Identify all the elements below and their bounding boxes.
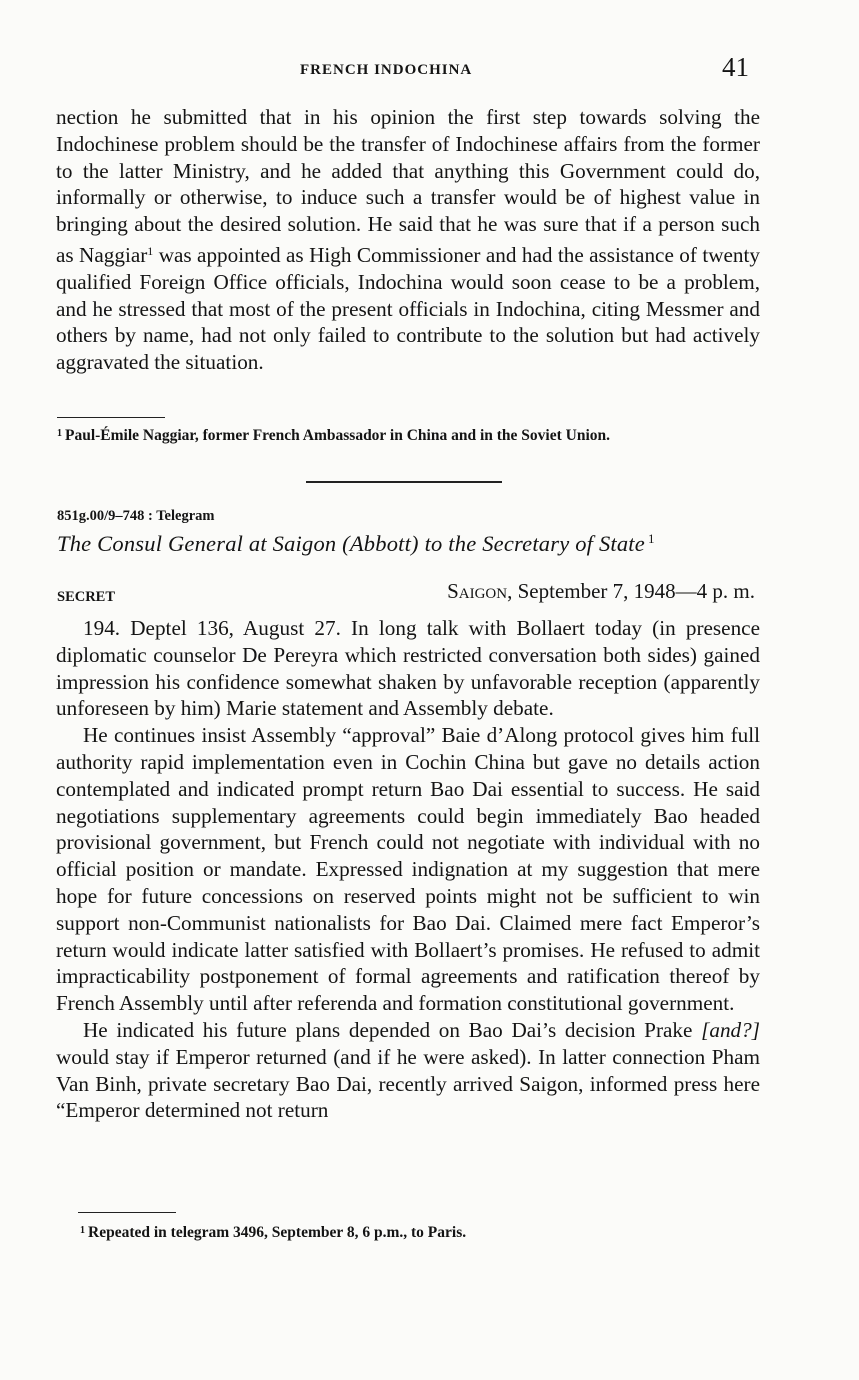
editorial-insertion: [and?] (701, 1017, 760, 1042)
footnote-text: Paul-Émile Naggiar, former French Ambassador in China and in the Soviet Union. (65, 427, 610, 444)
footnote-ref[interactable]: 1 (147, 243, 154, 258)
paragraph-text: would stay if Emperor returned (and if he were asked). In latter connection Pham Van Binh, private secretary Bao Dai, recently arrived Saigon, informed press here “Emperor determined not return (56, 1044, 760, 1123)
document-file-number: 851g.00/9–748 : Telegram (57, 508, 215, 524)
paragraph-text: He indicated his future plans depended on Bao Dai’s decision Prake (83, 1017, 702, 1042)
footnote-marker: 1 (80, 1225, 85, 1236)
section-divider (306, 481, 502, 483)
footnote-telegram (80, 1221, 760, 1243)
document-title-text: The Consul General at Saigon (Abbott) to the Secretary of State (57, 531, 645, 556)
footnote-text: Repeated in telegram 3496, September 8, 6 p.m., to Paris. (88, 1224, 467, 1241)
telegram-paragraph: 194. Deptel 136, August 27. In long talk with Bollaert today (in presence diplomatic counselor De Pereyra which restricted conversation both sides) gained impression his confidence somewhat shaken by unfavorable reception (apparently unforeseen by him) Marie statement and Assembly debate. (56, 616, 760, 721)
document-title (57, 531, 759, 557)
footnote-divider (78, 1212, 176, 1213)
title-footnote-ref[interactable]: 1 (647, 531, 655, 546)
running-head: FRENCH INDOCHINA (300, 62, 473, 78)
dateline (447, 579, 755, 604)
continuation-paragraph (56, 104, 760, 376)
telegram-paragraph: He continues insist Assembly “approval” Baie d’Along protocol gives him full authority rapid implementation even in Cochin China but gave no details action contemplated and indicated prompt return Bao Dai essential to success. He said negotiations supplementary agreements could begin immediately Bao headed provisional government, but French could not negotiate with individual with no official position or mandate. Expressed indignation at my suggestion that mere hope for future concessions on reserved points might not be sufficient to win support non-Communist nationalists for Bao Dai. Claimed mere fact Emperor’s return would indicate latter satisfied with Bollaert’s promises. He refused to admit impracticability postponement of formal agreements and ratification thereof by French Assembly until after referenda and formation constitutional government. (56, 723, 760, 1016)
classification-label: SECRET (57, 589, 116, 605)
dateline-date: , September 7, 1948—4 p. m. (507, 579, 755, 603)
footnote-marker: 1 (57, 428, 62, 439)
telegram-paragraph (56, 1017, 760, 1124)
footnote-naggiar (57, 424, 755, 446)
continuation-text-b: was appointed as High Commissioner and had the assistance of twenty qualified Foreign Office officials, Indochina would soon cease to be a problem, and he stressed that most of the present officials in Indochina, citing Messmer and others by name, had not only failed to contribute to the solution but had actively aggravated the situation. (56, 242, 760, 375)
dateline-place: Saigon (447, 579, 508, 603)
page-number: 41 (722, 52, 749, 82)
continuation-text-a: nection he submitted that in his opinion the first step towards solving the Indochinese problem should be the transfer of Indochinese affairs from the former to the latter Ministry, and he added that anything this Government could do, informally or otherwise, to induce such a transfer would be of highest value in bringing about the desired solution. He said that he was sure that if a person such as Naggiar (56, 105, 760, 267)
footnote-divider (57, 417, 165, 418)
telegram-body (56, 615, 760, 1124)
